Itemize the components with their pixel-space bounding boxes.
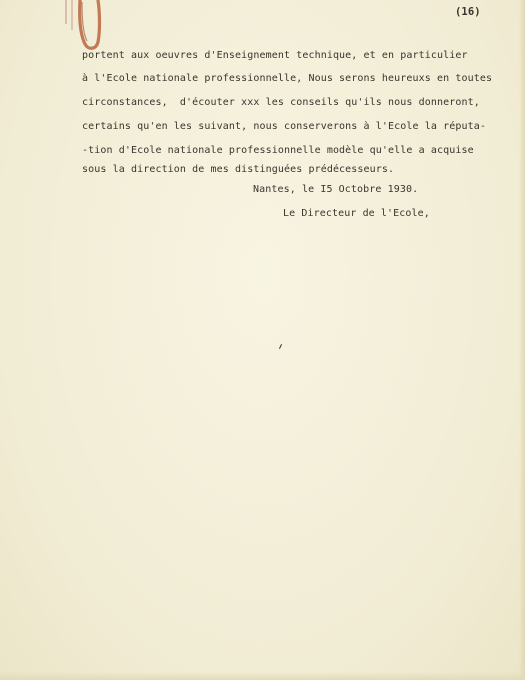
body-line: portent aux oeuvres d'Enseignement technique, et en particulier bbox=[82, 50, 468, 61]
body-line: sous la direction de mes distinguées prédécesseurs. bbox=[82, 164, 395, 175]
body-line: certains qu'en les suivant, nous conserverons à l'Ecole la réputa- bbox=[82, 121, 486, 132]
paperclip-stain-icon bbox=[52, 0, 112, 55]
body-line: -tion d'Ecole nationale professionnelle modèle qu'elle a acquise bbox=[82, 145, 474, 156]
body-line: circonstances, d'écouter xxx les conseils qu'ils nous donneront, bbox=[82, 97, 480, 108]
signature-line: Le Directeur de l'Ecole, bbox=[283, 208, 430, 219]
dateline: Nantes, le I5 Octobre 1930. bbox=[253, 184, 419, 195]
ink-speck bbox=[279, 344, 282, 349]
page-bottom-shadow bbox=[0, 672, 525, 680]
page-edge-shadow bbox=[519, 0, 525, 680]
page-number: (16) bbox=[455, 6, 481, 18]
body-line: à l'Ecole nationale professionnelle, Nous serons heureuxs en toutes bbox=[82, 73, 493, 84]
